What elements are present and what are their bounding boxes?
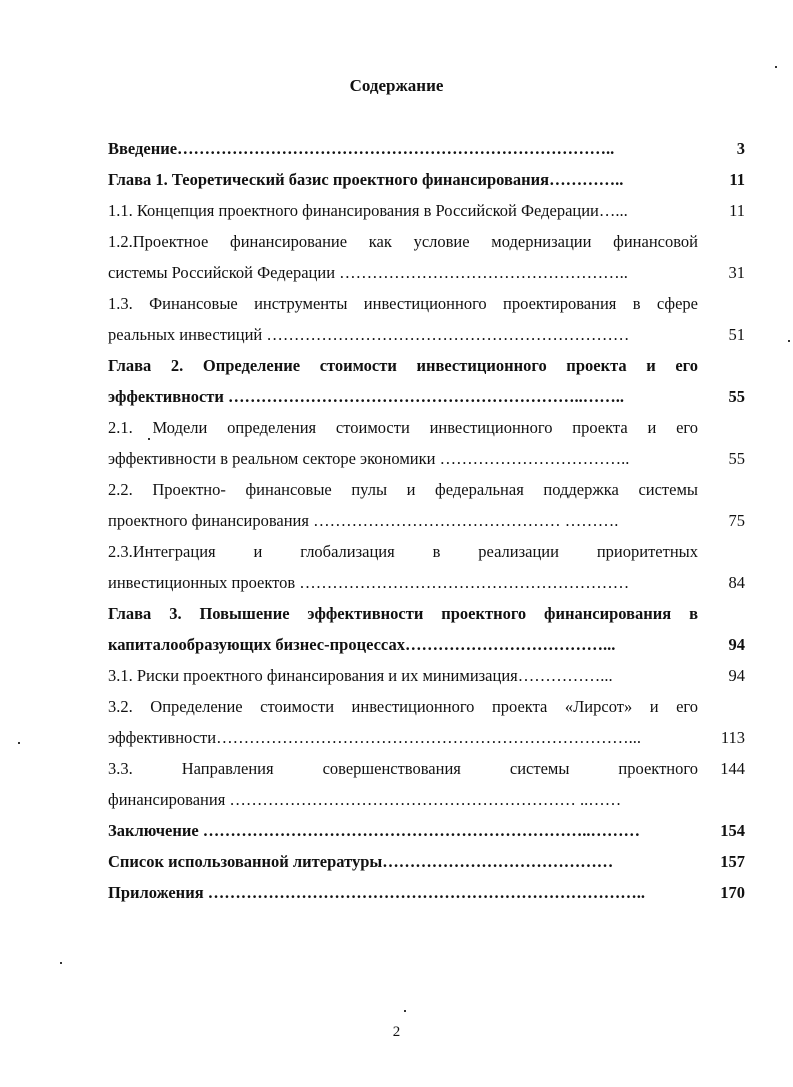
scan-speck (60, 962, 62, 964)
toc-entry-text: Введение…………………………………………………………………….. (108, 139, 615, 158)
toc-entry-page: 11 (729, 201, 745, 220)
toc-entry-text: Глава 2. Определение стоимости инвестиционного проекта и его (108, 356, 698, 375)
page-number: 2 (392, 1024, 401, 1040)
toc-entry-text: Список использованной литературы…………………………………… (108, 852, 614, 871)
toc-entry-text: Заключение ……………………………………………………………..……… (108, 821, 641, 840)
scan-speck (404, 1010, 406, 1012)
toc-entry-page: 94 (728, 635, 745, 654)
toc-entry-text: финансирования ……………………………………………………… ..…… (108, 790, 622, 809)
toc-entry-text: 1.3. Финансовые инструменты инвестиционного проектирования в сфере (108, 294, 698, 313)
toc-entry-text: капиталообразующих бизнес-процессах………………………………... (108, 635, 616, 654)
toc-entry-text: 3.2. Определение стоимости инвестиционного проекта «Лирсот» и его (108, 697, 698, 716)
toc-entry-page: 51 (728, 325, 745, 344)
toc-entry-text: 2.3.Интеграция и глобализация в реализации приоритетных (108, 542, 698, 561)
toc-entry-page: 75 (728, 511, 745, 530)
page-title: Содержание (349, 76, 444, 95)
toc-entry-text: Глава 3. Повышение эффективности проектного финансирования в (108, 604, 698, 623)
toc-entry-text: 1.1. Концепция проектного финансирования в Российской Федерации…... (108, 201, 628, 220)
scan-speck (18, 742, 20, 744)
toc-entry-page: 113 (720, 728, 745, 747)
toc-entry-page: 31 (728, 263, 745, 282)
toc-entry-text: эффективности в реальном секторе экономики …………………………….. (108, 449, 630, 468)
toc-entry-page: 11 (729, 170, 745, 189)
toc-entry-text: 2.2. Проектно- финансовые пулы и федеральная поддержка системы (108, 480, 698, 499)
toc-entry-page: 3 (736, 139, 745, 158)
toc-entry-text: эффективности ………………………………………………………..…….. (108, 387, 625, 406)
toc-entry-text: Приложения …………………………………………………………………….. (108, 883, 645, 902)
toc-entry-page: 55 (728, 387, 745, 406)
toc-entry-page: 94 (728, 666, 745, 685)
toc-entry-text: эффективности…………………………………………………………………... (108, 728, 641, 747)
toc-entry-text: 1.2.Проектное финансирование как условие модернизации финансовой (108, 232, 698, 251)
toc-entry-page: 144 (720, 759, 745, 778)
toc-entry-page: 55 (728, 449, 745, 468)
toc-entry-text: проектного финансирования ……………………………………… ………. (108, 511, 619, 530)
toc-entry-text: Глава 1. Теоретический базис проектного финансирования………….. (108, 170, 624, 189)
toc-entry-text: 3.1. Риски проектного финансирования и их минимизация……………... (108, 666, 613, 685)
scan-speck (775, 66, 777, 68)
toc-entry-page: 84 (728, 573, 745, 592)
toc-entry-page: 157 (720, 852, 745, 871)
toc-entry-text: 2.1. Модели определения стоимости инвестиционного проекта и его (108, 418, 698, 437)
scan-speck (148, 438, 150, 440)
toc-entry-text: реальных инвестиций ………………………………………………………… (108, 325, 630, 344)
scan-speck (788, 340, 790, 342)
toc-entry-text: системы Российской Федерации …………………………………………….. (108, 263, 628, 282)
toc-entry-page: 170 (720, 883, 745, 902)
toc-entry-text: 3.3. Направления совершенствования системы проектного (108, 759, 698, 778)
toc-entry-page: 154 (720, 821, 745, 840)
toc-entry-text: инвестиционных проектов …………………………………………………… (108, 573, 630, 592)
